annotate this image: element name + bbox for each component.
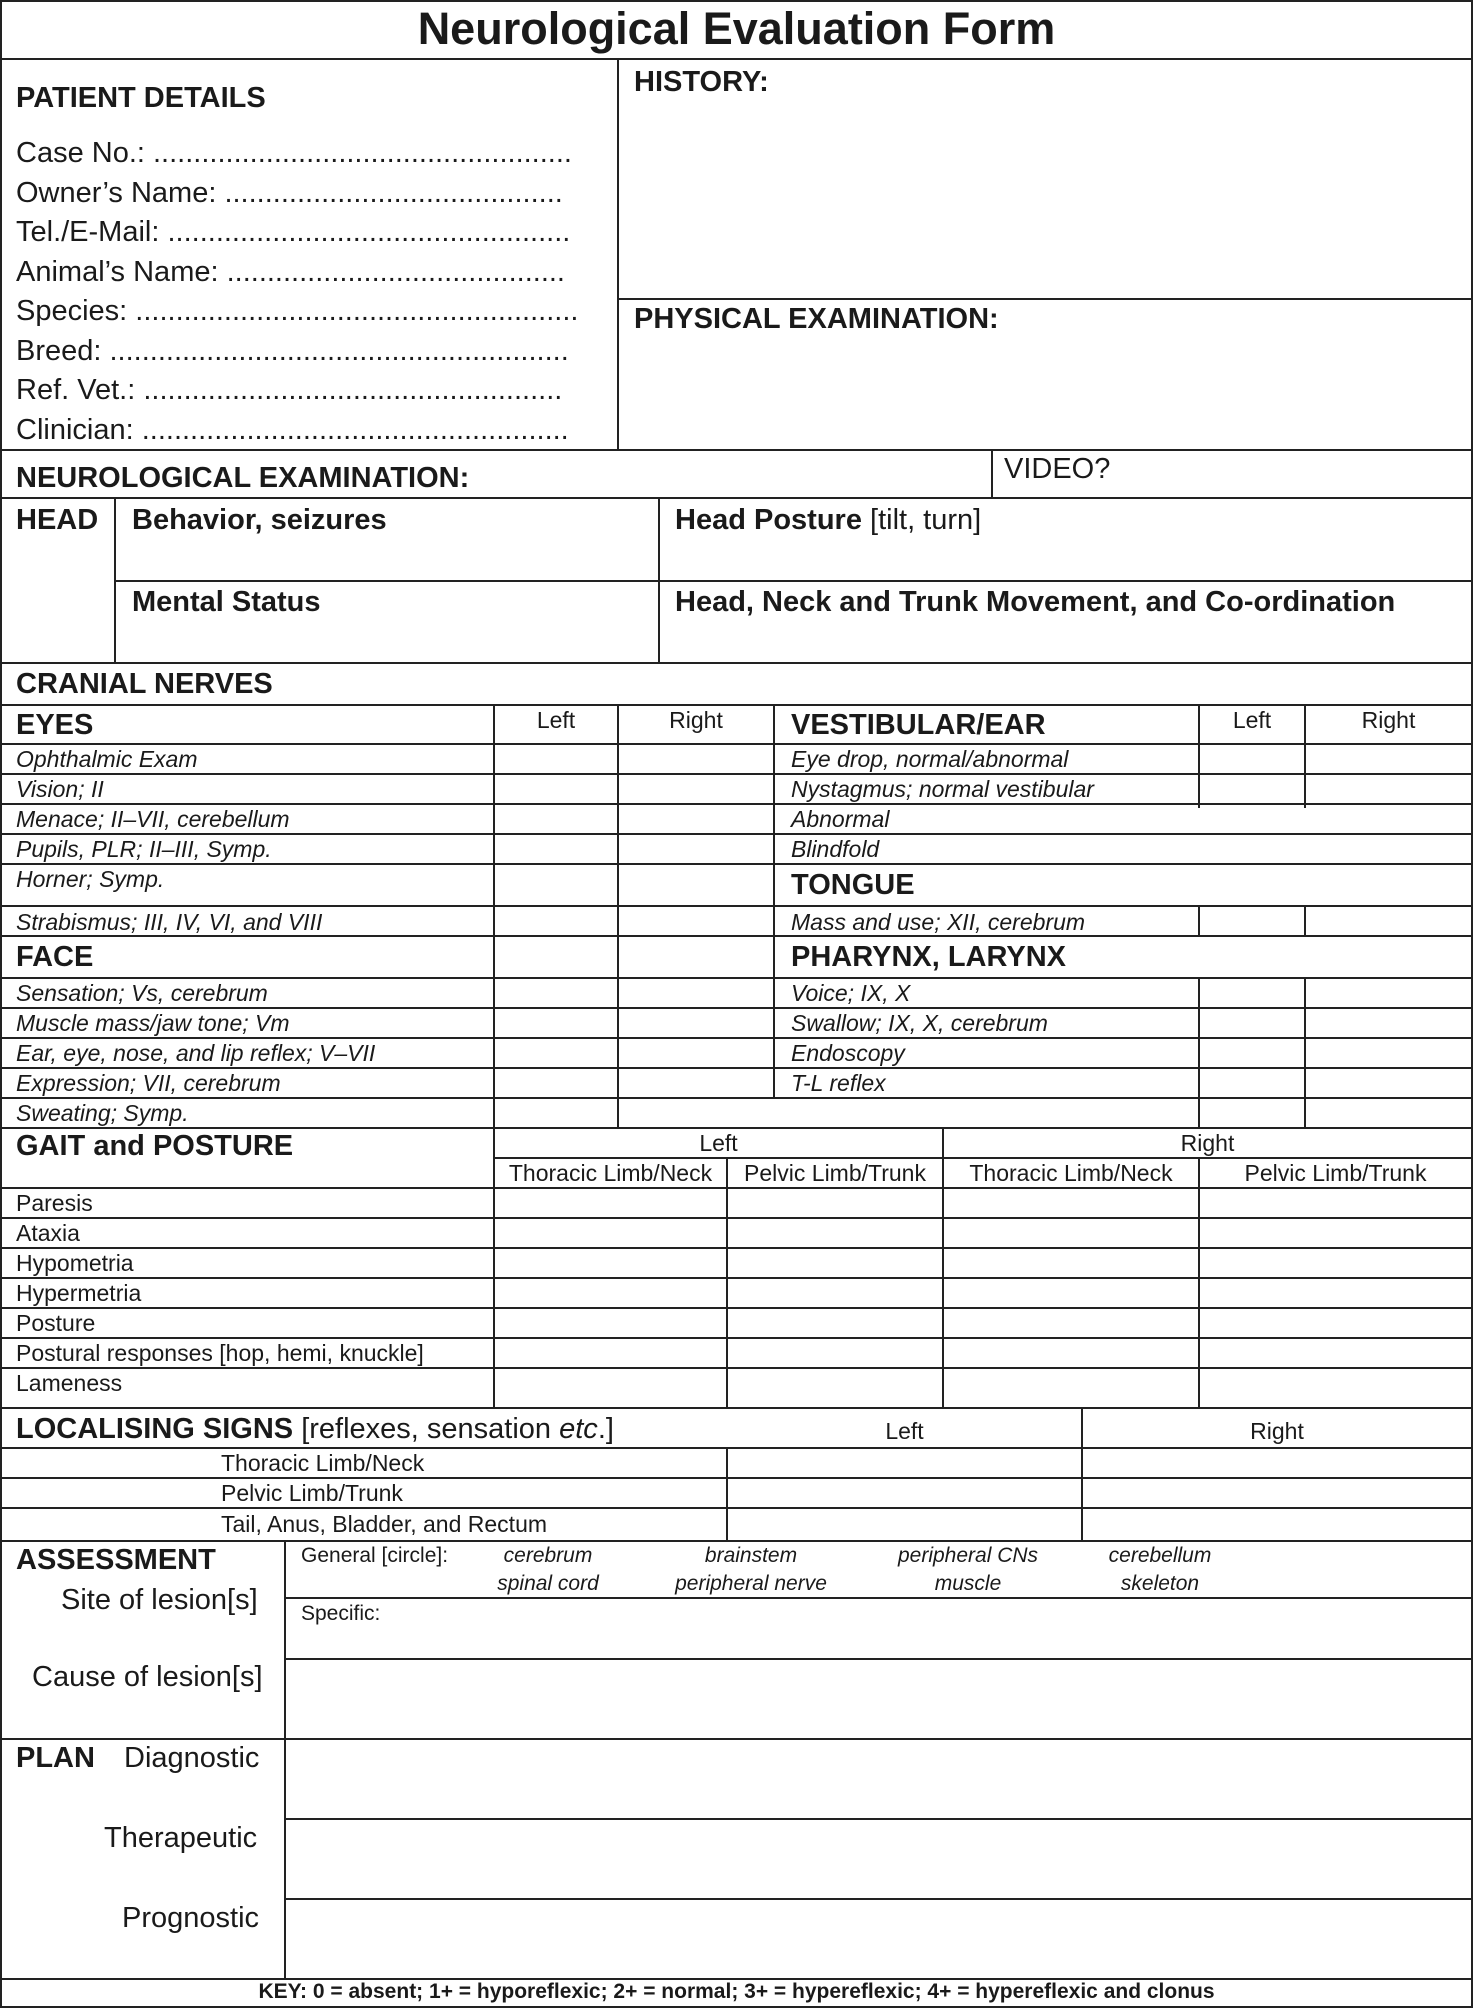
vestibular-right-header: Right xyxy=(1361,707,1416,733)
option-cerebellum[interactable]: cerebellum xyxy=(1108,1544,1212,1567)
gait-right-header: Right xyxy=(1180,1130,1235,1156)
eyes-left-header: Left xyxy=(536,707,576,733)
vestibular-item-blindfold: Blindfold xyxy=(791,836,880,862)
patient-details-fields xyxy=(16,137,606,453)
gait-col-left-pelvic: Pelvic Limb/Trunk xyxy=(744,1160,926,1186)
tongue-heading: TONGUE xyxy=(791,869,915,901)
gait-heading: GAIT and POSTURE xyxy=(16,1130,294,1162)
gait-row-ataxia: Ataxia xyxy=(16,1220,80,1246)
gait-col-right-pelvic: Pelvic Limb/Trunk xyxy=(1244,1160,1427,1186)
vestibular-item-eye-drop: Eye drop, normal/abnormal xyxy=(791,746,1069,772)
specific-label: Specific: xyxy=(301,1602,381,1625)
breed-field[interactable]: Breed: ......................................................... xyxy=(16,334,569,367)
localising-left-header: Left xyxy=(885,1418,924,1444)
animal-name-field[interactable]: Animal’s Name: .......................................... xyxy=(16,255,565,288)
gait-left-header: Left xyxy=(699,1130,738,1156)
eyes-item-strabismus: Strabismus; III, IV, VI, and VIII xyxy=(16,909,323,935)
face-item-expression: Expression; VII, cerebrum xyxy=(16,1070,281,1096)
localising-heading-rest: [reflexes, sensation xyxy=(293,1413,560,1445)
vestibular-heading: VESTIBULAR/EAR xyxy=(791,709,1046,741)
physical-exam-heading: PHYSICAL EXAMINATION: xyxy=(634,303,999,335)
plan-prognostic-label: Prognostic xyxy=(122,1902,260,1934)
option-brainstem[interactable]: brainstem xyxy=(704,1544,798,1567)
pharynx-item-tl-reflex: T-L reflex xyxy=(791,1070,886,1096)
head-movement-label: Head, Neck and Trunk Movement, and Co-ordination xyxy=(675,586,1396,618)
neuro-exam-heading: NEUROLOGICAL EXAMINATION: xyxy=(16,462,470,494)
page-title: Neurological Evaluation Form xyxy=(417,3,1056,54)
localising-heading-end: .] xyxy=(597,1413,614,1445)
face-item-reflex: Ear, eye, nose, and lip reflex; V–VII xyxy=(16,1040,376,1066)
face-item-muscle: Muscle mass/jaw tone; Vm xyxy=(16,1010,290,1036)
option-muscle[interactable]: muscle xyxy=(934,1572,1002,1595)
tel-email-field[interactable]: Tel./E-Mail: .................................................. xyxy=(16,216,571,248)
patient-details-heading: PATIENT DETAILS xyxy=(16,82,266,114)
mental-status-label: Mental Status xyxy=(132,586,321,618)
gait-col-right-thoracic: Thoracic Limb/Neck xyxy=(969,1160,1173,1186)
owner-name-field[interactable]: Owner’s Name: .......................................... xyxy=(16,176,563,209)
history-area[interactable] xyxy=(619,110,1469,296)
ref-vet-field[interactable]: Ref. Vet.: .................................................... xyxy=(16,374,563,406)
head-label: HEAD xyxy=(16,504,99,536)
eyes-item-ophthalmic: Ophthalmic Exam xyxy=(16,746,198,772)
localising-heading xyxy=(16,1413,614,1446)
localising-row-pelvic: Pelvic Limb/Trunk xyxy=(221,1480,403,1506)
head-posture-label xyxy=(675,504,981,537)
localising-heading-bold: LOCALISING SIGNS xyxy=(16,1413,294,1445)
reflex-key: KEY: 0 = absent; 1+ = hyporeflexic; 2+ = normal; 3+ = hypereflexic; 4+ = hypereflexic and clonus xyxy=(258,1980,1215,2003)
pharynx-item-endoscopy: Endoscopy xyxy=(791,1040,905,1066)
head-posture-rest: [tilt, turn] xyxy=(861,504,982,536)
history-heading: HISTORY: xyxy=(634,66,769,98)
eyes-item-vision: Vision; II xyxy=(16,776,104,802)
face-heading: FACE xyxy=(16,941,94,973)
localising-row-tail: Tail, Anus, Bladder, and Rectum xyxy=(221,1511,548,1537)
option-skeleton[interactable]: skeleton xyxy=(1120,1572,1200,1595)
gait-row-posture: Posture xyxy=(16,1310,96,1336)
case-no-field[interactable]: Case No.: .................................................... xyxy=(16,137,572,169)
gait-col-left-thoracic: Thoracic Limb/Neck xyxy=(508,1160,713,1186)
localising-right-header: Right xyxy=(1250,1418,1304,1444)
vestibular-item-nystagmus: Nystagmus; normal vestibular xyxy=(791,776,1094,802)
behavior-seizures-label: Behavior, seizures xyxy=(132,504,387,536)
localising-heading-etc: etc xyxy=(559,1413,598,1445)
eyes-heading: EYES xyxy=(16,709,94,741)
option-spinal-cord[interactable]: spinal cord xyxy=(497,1572,599,1595)
eyes-item-menace: Menace; II–VII, cerebellum xyxy=(16,806,290,832)
physical-exam-area[interactable] xyxy=(619,345,1469,447)
tongue-item-mass: Mass and use; XII, cerebrum xyxy=(791,909,1086,935)
gait-row-lameness: Lameness xyxy=(16,1370,123,1396)
plan-diagnostic-label: Diagnostic xyxy=(124,1742,260,1774)
pharynx-heading: PHARYNX, LARYNX xyxy=(791,941,1066,973)
pharynx-item-voice: Voice; IX, X xyxy=(791,980,911,1006)
plan-heading: PLAN xyxy=(16,1742,95,1774)
site-of-lesion-label: Site of lesion[s] xyxy=(61,1584,258,1616)
gait-row-paresis: Paresis xyxy=(16,1190,93,1216)
video-checkbox-label[interactable]: VIDEO? xyxy=(1004,453,1111,485)
option-cerebrum[interactable]: cerebrum xyxy=(503,1544,593,1567)
head-posture-bold: Head Posture xyxy=(675,504,862,536)
localising-row-thoracic: Thoracic Limb/Neck xyxy=(221,1450,425,1476)
vestibular-left-header: Left xyxy=(1232,707,1272,733)
option-peripheral-cns[interactable]: peripheral CNs xyxy=(897,1544,1039,1567)
face-item-sweating: Sweating; Symp. xyxy=(16,1100,189,1126)
cause-of-lesion-label: Cause of lesion[s] xyxy=(32,1661,263,1693)
plan-therapeutic-label: Therapeutic xyxy=(104,1822,258,1854)
gait-row-hypermetria: Hypermetria xyxy=(16,1280,142,1306)
clinician-field[interactable]: Clinician: ..................................................... xyxy=(16,413,569,446)
general-circle-label: General [circle]: xyxy=(301,1544,449,1567)
option-peripheral-nerve[interactable]: peripheral nerve xyxy=(675,1572,827,1595)
eyes-item-horner: Horner; Symp. xyxy=(16,866,165,892)
eyes-item-pupils: Pupils, PLR; II–III, Symp. xyxy=(16,836,272,862)
species-field[interactable]: Species: ....................................................... xyxy=(16,295,579,327)
assessment-heading: ASSESSMENT xyxy=(16,1544,216,1576)
face-item-sensation: Sensation; Vs, cerebrum xyxy=(16,980,268,1006)
gait-row-hypometria: Hypometria xyxy=(16,1250,134,1276)
vestibular-item-abnormal: Abnormal xyxy=(791,806,890,832)
pharynx-item-swallow: Swallow; IX, X, cerebrum xyxy=(791,1010,1048,1036)
cranial-nerves-heading: CRANIAL NERVES xyxy=(16,668,273,700)
eyes-right-header: Right xyxy=(669,707,723,733)
gait-row-postural-responses: Postural responses [hop, hemi, knuckle] xyxy=(16,1340,424,1366)
